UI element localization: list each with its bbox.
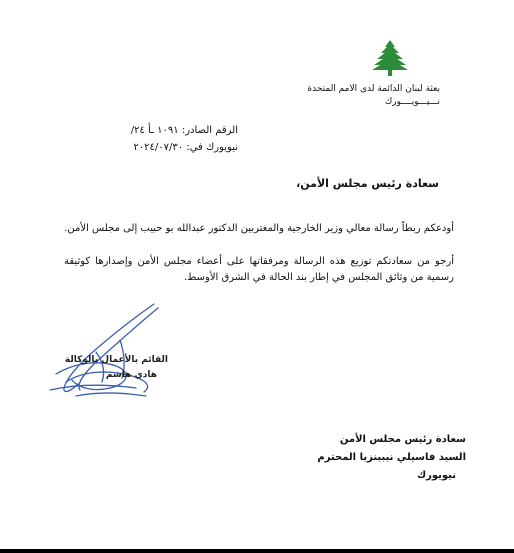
mission-name: بعثة لبنان الدائمة لدى الامم المتحدة <box>307 84 440 94</box>
addressee-line-2: السيد فاسيلي نيبينزيا المحترم <box>317 452 466 463</box>
cedar-tree-emblem <box>372 38 408 78</box>
mission-city: نـــيـــويــــورك <box>384 97 440 107</box>
salutation: سعادة رئيس مجلس الأمن، <box>296 177 439 190</box>
addressee-line-1: سعادة رئيس مجلس الأمن <box>339 434 466 445</box>
handwritten-signature <box>36 300 186 402</box>
body-paragraph-2: أرجو من سعادتكم توزيع هذه الرسالة ومرفقاتها على أعضاء مجلس الأمن وإصدارها كوثيقة رسمية من وثائق المجلس في إطار بند الحالة في الشرق الأوسط. <box>64 256 454 283</box>
reference-date: نيويورك في: ٢٠٢٤/٠٧/٣٠ <box>133 142 238 153</box>
page-bottom-edge <box>0 549 514 553</box>
signer-title: القائم بالأعمال بالوكالة <box>64 355 168 365</box>
body-paragraph-1: أودعكم ربطاً رسالة معالي وزير الخارجية والمغتربين الدكتور عبدالله بو حبيب إلى مجلس الأمن. <box>64 223 454 234</box>
reference-number: الرقم الصادر: ١٠٩١ ـأ ٢٤/ <box>130 125 238 136</box>
addressee-line-3: نيويورك <box>416 470 456 481</box>
signer-name: هادي هاشم <box>105 370 157 380</box>
